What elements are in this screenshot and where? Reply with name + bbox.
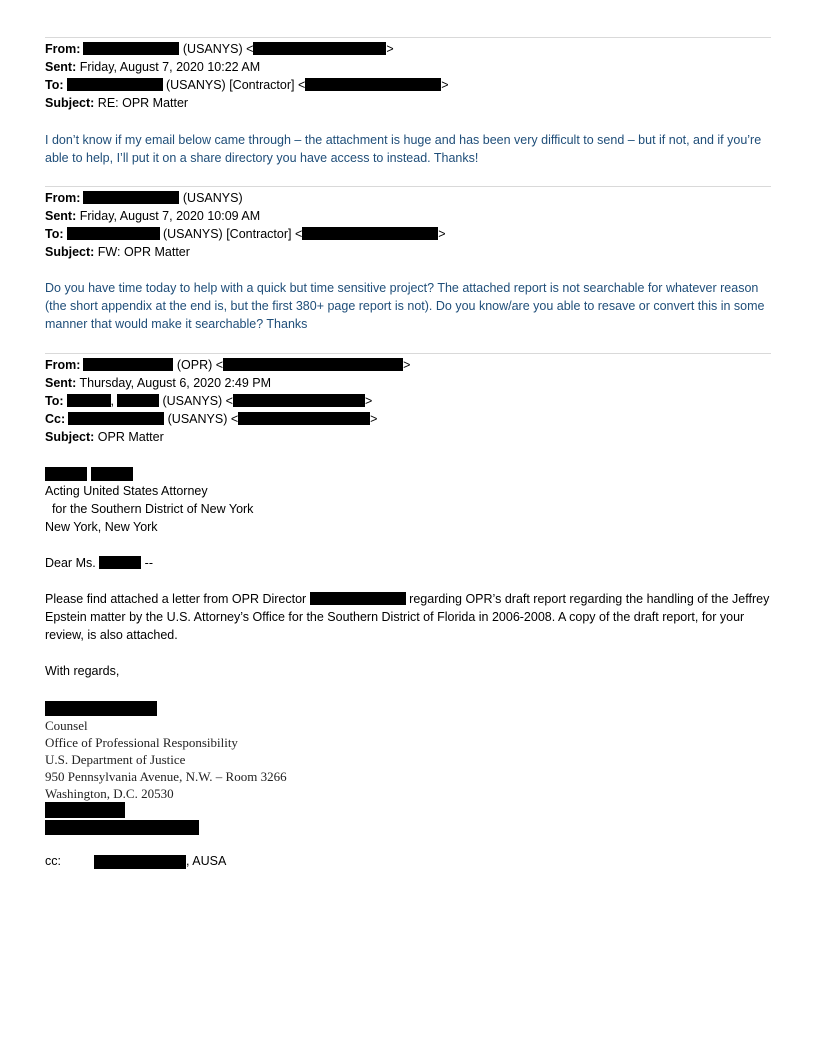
redaction-block: [68, 412, 164, 425]
sent-date: Thursday, August 6, 2020 2:49 PM: [76, 376, 272, 390]
redaction-block: [305, 78, 441, 91]
redaction-block: [67, 227, 160, 240]
redaction-block: [45, 802, 125, 818]
sent-date: Friday, August 7, 2020 10:09 AM: [76, 209, 261, 223]
email3-subject-line: [45, 428, 164, 446]
salutation-start: Dear Ms.: [45, 556, 100, 570]
sent-label: Sent:: [45, 376, 77, 390]
signature-line: Counsel: [45, 718, 88, 733]
to-bracket-end: >: [441, 78, 449, 92]
redaction-block: [45, 701, 157, 716]
email1-sent-line: [45, 58, 260, 76]
from-label: From:: [45, 42, 81, 56]
sent-label: Sent:: [45, 60, 77, 74]
subject-label: Subject:: [45, 245, 95, 259]
subject-label: Subject:: [45, 96, 95, 110]
email1-subject-line: [45, 94, 188, 112]
to-label: To:: [45, 227, 64, 241]
email3-to-line: [45, 392, 372, 410]
cc-org: (USANYS) <: [164, 412, 239, 426]
redaction-block: [83, 358, 173, 371]
to-org: (USANYS) <: [159, 394, 233, 408]
redaction-block: [94, 855, 186, 869]
email3-from-line: [45, 356, 410, 374]
email2-to-line: [45, 225, 446, 243]
letter-paragraph: [45, 590, 777, 644]
email1-body: I don’t know if my email below came through – the attachment is huge and has been very difficult to send – but if not, and if you’re able to help, I’ll put it on a share directory you have access to instead. Thanks!: [45, 133, 762, 165]
redaction-block: [223, 358, 403, 371]
email2-body: Do you have time today to help with a quick but time sensitive project? The attached report is not searchable for whatever reason (the short appendix at the end is, but the first 380+ page report is not). Do you know/are you able to resave or convert this in some manner that would make it searchable? Thanks: [45, 281, 765, 331]
cc-suffix: , AUSA: [186, 854, 227, 868]
redaction-block: [83, 191, 179, 204]
addressee-line: for the Southern District of New York: [45, 502, 254, 516]
from-bracket-end: >: [386, 42, 394, 56]
to-separator: ,: [110, 394, 114, 408]
redaction-block: [91, 467, 133, 481]
signature-line: Office of Professional Responsibility: [45, 735, 238, 750]
cc-label: Cc:: [45, 412, 66, 426]
salutation-end: --: [141, 556, 153, 570]
addressee-block: [45, 482, 775, 536]
closing: With regards,: [45, 664, 120, 678]
from-org: (OPR) <: [173, 358, 224, 372]
signature-line: Washington, D.C. 20530: [45, 786, 174, 801]
salutation: [45, 554, 775, 572]
from-org: (USANYS): [179, 191, 243, 205]
subject-text: RE: OPR Matter: [94, 96, 189, 110]
paragraph-end: regarding OPR’s draft report regarding the handling of the Jeffrey Epstein matter by the U.S. Attorney’s Office for the Southern District of Florida in 2006-2008. A copy of the draft report, for your review, is also attached.: [45, 592, 770, 642]
email3-sent-line: [45, 374, 271, 392]
header-divider: [45, 353, 771, 354]
cc-label: cc:: [45, 854, 61, 868]
redaction-block: [238, 412, 370, 425]
cc-bracket-end: >: [370, 412, 378, 426]
redaction-block: [233, 394, 365, 407]
redaction-block: [45, 467, 87, 481]
subject-text: FW: OPR Matter: [94, 245, 190, 259]
to-label: To:: [45, 394, 64, 408]
email1-from-line: [45, 40, 394, 58]
redaction-block: [45, 820, 199, 835]
redaction-block: [117, 394, 159, 407]
email2-sent-line: [45, 207, 260, 225]
signature-line: U.S. Department of Justice: [45, 752, 186, 767]
header-divider: [45, 186, 771, 187]
redaction-block: [83, 42, 179, 55]
addressee-line: New York, New York: [45, 520, 158, 534]
to-org: (USANYS) [Contractor] <: [162, 78, 306, 92]
subject-text: OPR Matter: [94, 430, 164, 444]
redaction-block: [99, 556, 141, 569]
email3-cc-line: [45, 410, 377, 428]
to-bracket-end: >: [364, 394, 373, 408]
redaction-block: [310, 592, 406, 605]
email2-from-line: [45, 189, 243, 207]
sent-label: Sent:: [45, 209, 77, 223]
redaction-block: [67, 78, 163, 91]
signature-block: [45, 717, 287, 802]
from-label: From:: [45, 191, 81, 205]
redaction-block: [253, 42, 386, 55]
redaction-block: [67, 394, 111, 407]
email1-to-line: [45, 76, 449, 94]
to-bracket-end: >: [438, 227, 446, 241]
paragraph-start: Please find attached a letter from OPR Director: [45, 592, 310, 606]
from-bracket-end: >: [403, 358, 411, 372]
redaction-block: [302, 227, 438, 240]
to-label: To:: [45, 78, 64, 92]
from-label: From:: [45, 358, 81, 372]
signature-line: 950 Pennsylvania Avenue, N.W. – Room 3266: [45, 769, 287, 784]
from-org: (USANYS) <: [179, 42, 254, 56]
subject-label: Subject:: [45, 430, 95, 444]
addressee-line: Acting United States Attorney: [45, 484, 208, 498]
email2-subject-line: [45, 243, 190, 261]
sent-date: Friday, August 7, 2020 10:22 AM: [76, 60, 261, 74]
to-org: (USANYS) [Contractor] <: [159, 227, 303, 241]
header-divider: [45, 37, 771, 38]
